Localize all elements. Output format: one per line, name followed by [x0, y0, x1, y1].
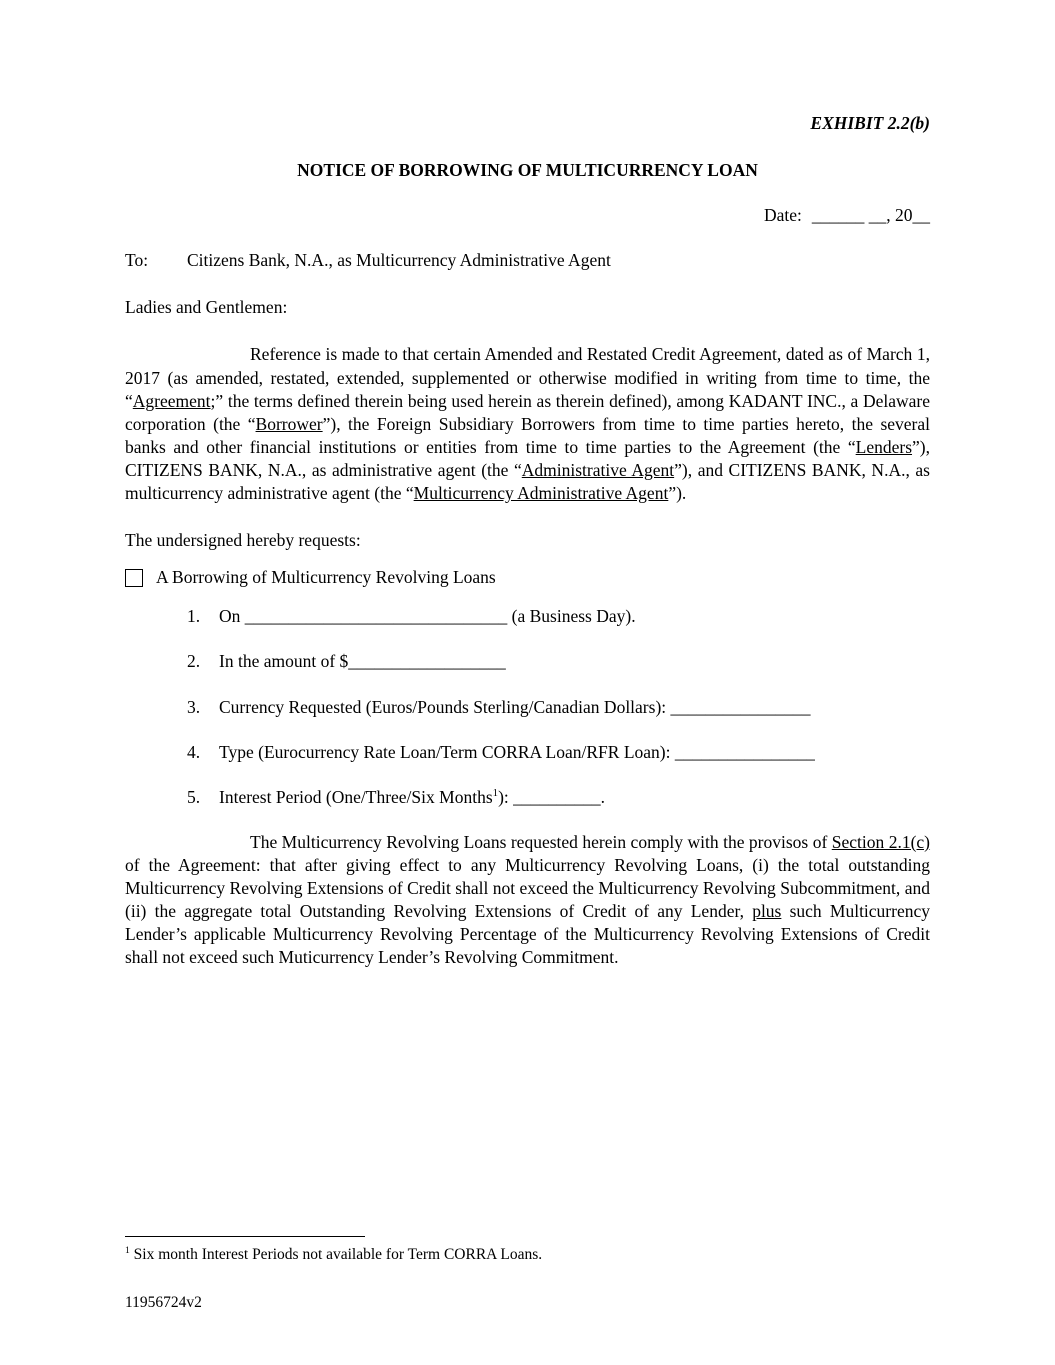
- borrowing-option-row: [125, 566, 930, 589]
- list-item: [187, 696, 930, 719]
- list-item: [187, 786, 930, 809]
- list-item: [187, 605, 930, 628]
- intro-paragraph: Reference is made to that certain Amended and Restated Credit Agreement, dated as of March 1, 2017 (as amended, restated, extended, supplemented or otherwise modified in writing from time to time, the “Agreement;” the terms defined therein being used herein as therein defined), among KADANT INC., a Delaware corporation (the “Borrower”), the Foreign Subsidiary Borrowers from time to time parties hereto, the several banks and other financial institutions or entities from time to time parties to the Agreement (the “Lenders”), CITIZENS BANK, N.A., as administrative agent (the “Administrative Agent”), and CITIZENS BANK, N.A., as multicurrency administrative agent (the “Multicurrency Administrative Agent”).: [125, 344, 931, 504]
- date-blank-field: ______ __, 20__: [811, 205, 930, 226]
- item-text: In the amount of $__________________: [219, 651, 506, 672]
- document-id: 11956724v2: [125, 1293, 202, 1311]
- item-text: Type (Eurocurrency Rate Loan/Term CORRA Loan/RFR Loan): ________________: [219, 741, 815, 762]
- item-text: Currency Requested (Euros/Pounds Sterling/Canadian Dollars): ________________: [219, 696, 811, 717]
- item-number: 3.: [187, 696, 201, 717]
- to-value: Citizens Bank, N.A., as Multicurrency Administrative Agent: [187, 250, 611, 271]
- compliance-paragraph: The Multicurrency Revolving Loans requested herein comply with the provisos of Section 2.1(c) of the Agreement: that after giving effect to any Multicurrency Revolving Loans, (i) the total outstanding Multicurrency Revolving Extensions of Credit shall not exceed the Multicurrency Revolving Subcommitment, and (ii) the aggregate total Outstanding Revolving Extensions of Credit of any Lender, plus such Multicurrency Lender’s applicable Multicurrency Revolving Percentage of the Multicurrency Revolving Extensions of Credit shall not exceed such Muticurrency Lender’s Revolving Commitment.: [125, 831, 931, 968]
- item-number: 2.: [187, 651, 201, 672]
- salutation: Ladies and Gentlemen:: [125, 297, 288, 318]
- item-text: On ______________________________ (a Business Day).: [219, 606, 636, 627]
- to-label: To:: [125, 250, 149, 271]
- footnote-text: $^1$ Six month Interest Periods not available for Term CORRA Loans.: [125, 1244, 543, 1263]
- footnote-area: [125, 1236, 930, 1265]
- borrowing-checkbox[interactable]: [125, 569, 143, 587]
- footnote-divider: [125, 1236, 365, 1237]
- borrowing-checkbox-label: A Borrowing of Multicurrency Revolving Loans: [156, 567, 496, 588]
- list-item: [187, 650, 930, 673]
- request-items-list: [125, 605, 930, 808]
- date-line: [125, 204, 930, 227]
- request-lead: The undersigned hereby requests:: [125, 530, 361, 551]
- list-item: [187, 741, 930, 764]
- item-number: 4.: [187, 741, 201, 762]
- page-title: NOTICE OF BORROWING OF MULTICURRENCY LOAN: [297, 160, 758, 181]
- item-text: Interest Period (One/Three/Six Months$^1$): __________.: [219, 786, 606, 807]
- recipient-line: [125, 249, 930, 272]
- item-number: 1.: [187, 606, 201, 627]
- exhibit-label: EXHIBIT 2.2(b): [810, 113, 930, 133]
- date-label: Date:: [763, 205, 802, 226]
- item-number: 5.: [187, 786, 201, 807]
